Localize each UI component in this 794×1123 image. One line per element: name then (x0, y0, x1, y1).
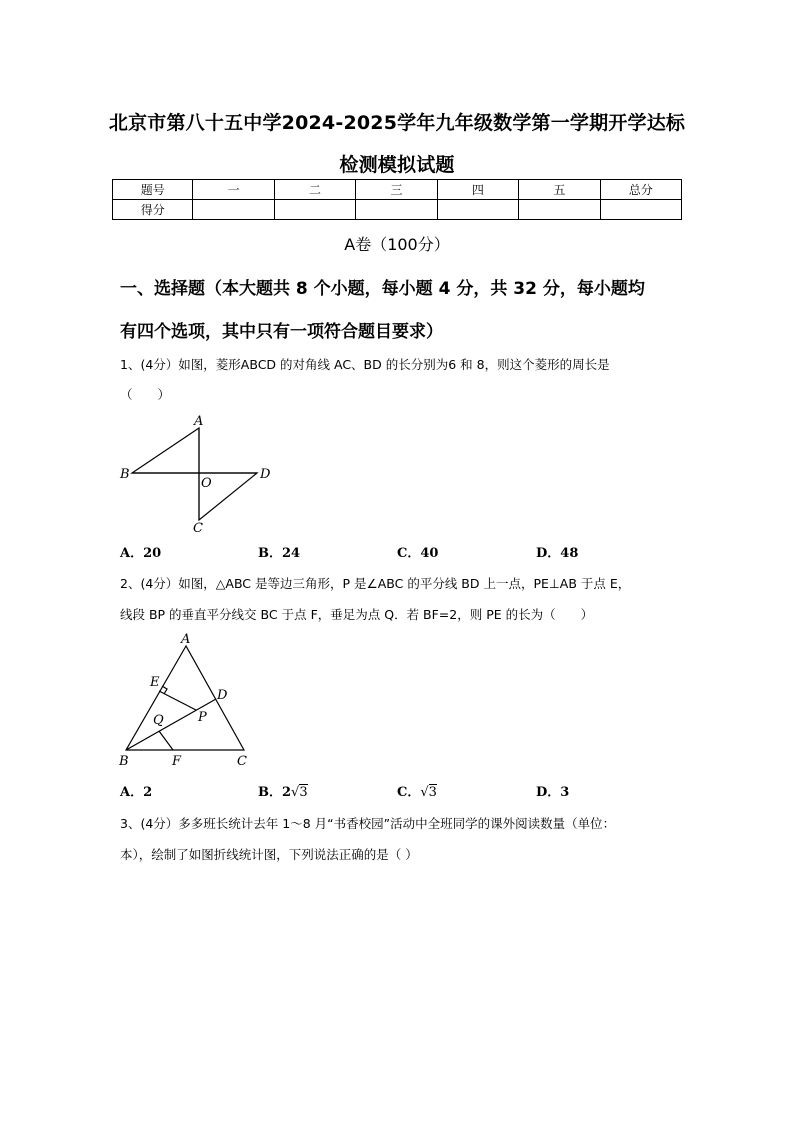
q2-option-c-prefix: C． (397, 785, 421, 800)
q1-option-a[interactable]: A．20 (120, 546, 162, 561)
score-cell[interactable] (193, 200, 274, 220)
q1-label-b: B (120, 467, 130, 482)
section-a-title: A卷（100分） (344, 235, 450, 254)
score-table-header-cell: 一 (193, 180, 274, 200)
q1-option-b[interactable]: B．24 (258, 546, 301, 561)
document-title-line1: 北京市第八十五中学2024-2025学年九年级数学第一学期开学达标 (108, 112, 686, 134)
q2-label-p: P (198, 710, 207, 725)
sqrt-icon: √ (420, 785, 429, 800)
q3-text-line2: 本），绘制了如图折线统计图，下列说法正确的是（ ） (120, 847, 418, 862)
q2-label-c: C (237, 754, 247, 769)
q2-option-c-radicand: 3 (428, 785, 437, 800)
score-table-row-label: 得分 (113, 200, 193, 220)
q2-option-a[interactable]: A．2 (120, 785, 153, 800)
q1-rhombus-outline (132, 428, 257, 520)
q2-label-e: E (150, 675, 160, 690)
q2-label-q: Q (153, 713, 164, 728)
q2-label-d: D (217, 688, 228, 703)
score-table-header-row (113, 180, 682, 200)
q2-option-b-radicand: 3 (299, 785, 308, 800)
q2-label-b: B (119, 754, 129, 769)
q2-label-f: F (172, 754, 182, 769)
part1-heading-line1: 一、选择题（本大题共 8 个小题，每小题 4 分，共 32 分，每小题均 (120, 279, 645, 299)
q2-option-b[interactable] (258, 781, 308, 800)
q2-text-line1: 2、(4分）如图，△ABC 是等边三角形，P 是∠ABC 的平分线 BD 上一点，PE⊥AB 于点 E， (120, 576, 631, 591)
score-cell[interactable] (356, 200, 437, 220)
q1-text-line2: （ ） (120, 387, 171, 402)
score-table-header-cell: 三 (356, 180, 437, 200)
score-table-header-cell: 四 (437, 180, 518, 200)
q2-option-c[interactable] (397, 781, 437, 800)
score-cell[interactable] (274, 200, 355, 220)
score-table-header-cell: 总分 (600, 180, 681, 200)
q1-label-a: A (194, 414, 204, 429)
q1-label-d: D (260, 467, 271, 482)
q2-triangle-figure (110, 630, 270, 770)
part1-heading-line2: 有四个选项，其中只有一项符合题目要求） (120, 322, 443, 342)
score-table-header-cell: 二 (274, 180, 355, 200)
q1-rhombus-figure (110, 410, 290, 535)
q2-segment-qf (159, 731, 173, 750)
q2-label-a: A (181, 632, 191, 647)
document-title-line2: 检测模拟试题 (339, 154, 455, 176)
q2-option-b-prefix: B．2 (258, 785, 292, 800)
score-cell[interactable] (600, 200, 681, 220)
score-table-header-cell: 题号 (113, 180, 193, 200)
q1-rhombus-lines (132, 428, 257, 520)
q1-option-d[interactable]: D．48 (536, 546, 579, 561)
q3-text-line1: 3、(4分）多多班长统计去年 1～8 月“书香校园”活动中全班同学的课外阅读数量（单位： (120, 816, 616, 831)
score-table (112, 179, 682, 220)
q1-label-o: O (201, 476, 212, 491)
score-table-header-cell: 五 (519, 180, 600, 200)
score-table-score-row (113, 200, 682, 220)
q1-option-c[interactable]: C．40 (397, 546, 439, 561)
q2-option-d[interactable]: D．3 (536, 785, 570, 800)
sqrt-icon: √ (291, 785, 300, 800)
score-cell[interactable] (519, 200, 600, 220)
q1-text-line1: 1、(4分）如图，菱形ABCD 的对角线 AC、BD 的长分别为6 和 8，则这个菱形的周长是 (120, 357, 610, 372)
q2-text-line2: 线段 BP 的垂直平分线交 BC 于点 F，垂足为点 Q．若 BF=2，则 PE 的长为（ ） (120, 607, 594, 622)
score-cell[interactable] (437, 200, 518, 220)
q1-label-c: C (193, 521, 203, 535)
